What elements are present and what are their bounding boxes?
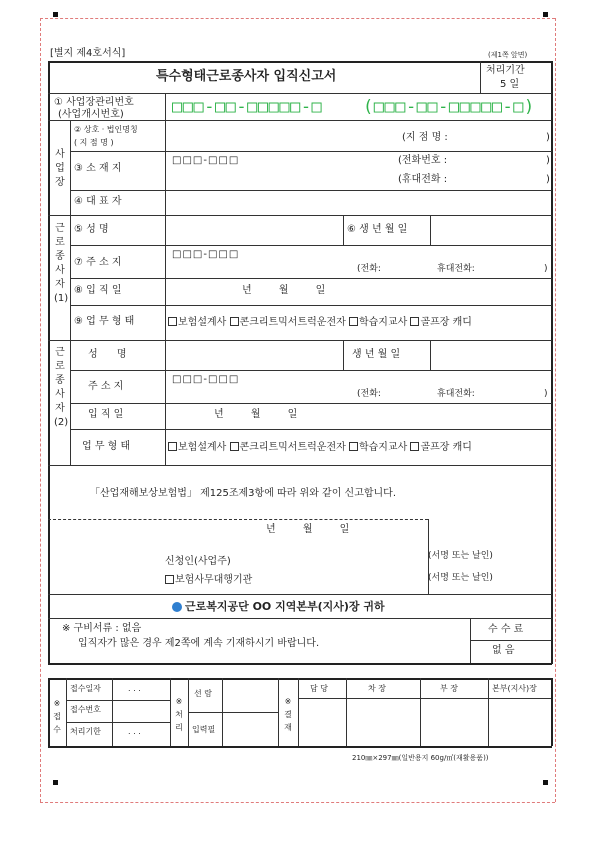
start-no-field[interactable]: (□□□-□□-□□□□□-□) [363, 97, 535, 117]
checkbox-icon[interactable] [168, 317, 177, 326]
paper-size-note: 210㎜×297㎜(일반용지 60g/㎡(재활용품)) [352, 754, 489, 762]
paren: ) [546, 174, 550, 185]
divider [48, 678, 552, 680]
job-option-label: 골프장 캐디 [420, 316, 472, 328]
divider [70, 429, 552, 430]
agent-label [165, 575, 252, 586]
divider [488, 678, 489, 746]
divider [48, 93, 552, 94]
divider [165, 120, 166, 215]
business-mobile-field[interactable]: (휴대전화 : [398, 174, 448, 185]
paren: ) [544, 264, 548, 274]
processing-section-label: ※처리 [175, 697, 183, 732]
paren: ) [546, 155, 550, 166]
approval-section-label: ※결재 [284, 697, 292, 732]
worker2-join-date-field[interactable]: 년 월 일 [214, 409, 298, 420]
job-option-label: 보험설계사 [178, 316, 227, 328]
job-option-label: 콘크리트믹서트럭운전자 [239, 316, 346, 328]
worker1-phone-field[interactable]: (전화: [357, 264, 381, 274]
entry-label: 입력필 [192, 725, 216, 734]
worker1-job-options [168, 317, 472, 328]
ceo-label: ④ 대 표 자 [74, 196, 122, 207]
business-phone-field[interactable]: (전화번호 : [398, 155, 448, 166]
business-postal-field[interactable]: □□□-□□□ [172, 155, 240, 166]
divider [428, 519, 429, 594]
divider [48, 594, 552, 595]
agent-text: 보험사무대행기관 [175, 574, 253, 586]
job-option-caddie[interactable] [410, 317, 471, 328]
divider [470, 640, 552, 641]
receipt-no-label: 접수번호 [70, 705, 101, 714]
crop-guide-bottom [40, 802, 555, 803]
worker2-address-label: 주 소 지 [88, 381, 124, 392]
job-option-label: 골프장 캐디 [420, 441, 472, 453]
registration-mark [543, 780, 548, 785]
agent-signature-field[interactable]: (서명 또는 날인) [428, 573, 493, 583]
divider [48, 465, 552, 466]
worker1-birth-label: ⑥ 생 년 월 일 [347, 224, 408, 235]
declaration-statement: 「산업재해보상보험법」 제125조제3항에 따라 위와 같이 신고합니다. [90, 488, 397, 499]
job-option-label: 보험설계사 [178, 441, 227, 453]
business-section-label: 사업장 [55, 149, 65, 188]
receipt-date-label: 접수일자 [70, 684, 101, 693]
job-option-mixer-driver[interactable] [230, 317, 346, 328]
divider [70, 403, 552, 404]
applicant-signature-field[interactable]: (서명 또는 날인) [428, 551, 493, 561]
divider [70, 120, 71, 215]
continuation-note: 입직자가 많은 경우 제2쪽에 계속 기재하시기 바랍니다. [78, 638, 320, 649]
branch-name-label: ( 지 점 명 ) [74, 138, 114, 147]
checkbox-icon[interactable] [168, 442, 177, 451]
divider [343, 215, 344, 245]
branch-name-field[interactable]: (지 점 명 : [402, 132, 448, 143]
worker2-mobile-field[interactable]: 휴대전화: [437, 389, 475, 399]
kcomwel-logo-icon [172, 602, 182, 612]
worker1-job-label: ⑨ 업 무 형 태 [74, 316, 135, 327]
crop-guide-right [555, 18, 556, 802]
divider [298, 698, 551, 699]
divider [70, 151, 552, 152]
divider [112, 678, 113, 746]
job-option-insurance[interactable] [168, 442, 226, 453]
worker2-phone-field[interactable]: (전화: [357, 389, 381, 399]
job-option-label: 학습지교사 [358, 316, 408, 328]
start-no-label: (사업개시번호) [58, 109, 124, 120]
form-code: [별지 제4호서식] [50, 48, 126, 59]
crop-guide-top [40, 18, 555, 19]
divider [48, 618, 552, 619]
checkbox-icon[interactable] [410, 442, 419, 451]
divider [430, 340, 431, 370]
worker1-join-label: ⑧ 입 직 일 [74, 285, 122, 296]
divider [298, 678, 299, 746]
receipt-section-label: ※접수 [53, 699, 61, 734]
paren: ) [546, 132, 550, 143]
recipient-line [172, 601, 385, 612]
divider [66, 700, 170, 701]
applicant-label: 신청인(사업주) [165, 556, 231, 567]
approval-director-label: 본부(지사)장 [492, 684, 537, 693]
crop-guide-left [40, 18, 41, 802]
address-label: ③ 소 재 지 [74, 163, 122, 174]
divider [222, 678, 223, 746]
checkbox-icon[interactable] [349, 317, 358, 326]
job-option-insurance[interactable] [168, 317, 226, 328]
mgmt-no-field[interactable]: □□□-□□-□□□□□-□ [172, 97, 323, 117]
divider [170, 678, 171, 746]
job-option-label: 학습지교사 [358, 441, 408, 453]
frame-left [48, 61, 50, 664]
page-side-note: (제1쪽 앞면) [488, 51, 528, 59]
approval-deputy-label: 차 장 [368, 684, 386, 693]
worker2-section-label: 근로종사자(2) [54, 347, 69, 428]
worker2-postal-field[interactable]: □□□-□□□ [172, 374, 240, 385]
divider [48, 519, 428, 520]
processing-period-label: 처리기간 [486, 65, 525, 76]
job-option-label: 콘크리트믹서트럭운전자 [239, 441, 346, 453]
divider [70, 305, 552, 306]
job-option-caddie[interactable] [410, 442, 471, 453]
worker2-name-label: 성 명 [88, 349, 127, 360]
worker2-job-options [168, 442, 472, 453]
paren: ) [544, 389, 548, 399]
processing-period-value: 5 일 [500, 79, 520, 90]
worker1-join-date-field[interactable]: 년 월 일 [242, 285, 326, 296]
frame-top [48, 61, 552, 63]
approval-staff-label: 담 당 [310, 684, 328, 693]
frame-bottom [48, 663, 552, 665]
divider [48, 120, 552, 121]
declaration-date: 년 월 일 [266, 524, 350, 535]
job-option-tutor[interactable] [349, 317, 407, 328]
divider [430, 215, 431, 245]
checkbox-icon[interactable] [230, 442, 239, 451]
receipt-date-field[interactable]: . . . [128, 684, 141, 693]
divider [48, 340, 552, 341]
worker2-join-label: 입 직 일 [88, 409, 124, 420]
registration-mark [53, 780, 58, 785]
divider [420, 678, 421, 746]
worker2-birth-label: 생 년 월 일 [352, 349, 401, 360]
mgmt-no-label: ① 사업장관리번호 [54, 97, 134, 108]
company-name-label: ② 상호 · 법인명칭 [74, 125, 138, 134]
divider [66, 722, 170, 723]
deadline-label: 처리기한 [70, 727, 101, 736]
divider [343, 340, 344, 370]
worker1-postal-field[interactable]: □□□-□□□ [172, 249, 240, 260]
selection-label: 선 람 [194, 689, 212, 698]
checkbox-icon[interactable] [230, 317, 239, 326]
divider [165, 93, 166, 120]
approval-manager-label: 부 장 [440, 684, 458, 693]
worker1-address-label: ⑦ 주 소 지 [74, 257, 122, 268]
divider [188, 712, 278, 713]
required-docs: ※ 구비서류 : 없음 [62, 623, 142, 634]
registration-mark [543, 12, 548, 17]
divider [70, 278, 552, 279]
divider [66, 678, 67, 746]
divider [70, 245, 552, 246]
worker1-mobile-field[interactable]: 휴대전화: [437, 264, 475, 274]
fee-value: 없 음 [492, 645, 515, 656]
divider [48, 678, 50, 746]
registration-mark [53, 12, 58, 17]
worker1-section-label: 근로종사자(1) [54, 223, 69, 304]
worker1-name-label: ⑤ 성 명 [74, 224, 109, 235]
job-option-tutor[interactable] [349, 442, 407, 453]
divider [70, 190, 552, 191]
worker2-job-label: 업 무 형 태 [82, 441, 131, 452]
divider [278, 678, 279, 746]
checkbox-icon[interactable] [410, 317, 419, 326]
divider [480, 61, 481, 93]
divider [70, 370, 552, 371]
divider [551, 678, 553, 746]
divider [48, 746, 552, 748]
fee-label: 수 수 료 [488, 624, 524, 635]
recipient-text: 근로복지공단 OO 지역본부(지사)장 귀하 [185, 600, 385, 613]
divider [48, 215, 552, 216]
deadline-field[interactable]: . . . [128, 727, 141, 736]
job-option-mixer-driver[interactable] [230, 442, 346, 453]
divider [346, 678, 347, 746]
checkbox-icon[interactable] [165, 575, 174, 584]
checkbox-icon[interactable] [349, 442, 358, 451]
form-title: 특수형태근로종사자 입직신고서 [156, 69, 337, 84]
